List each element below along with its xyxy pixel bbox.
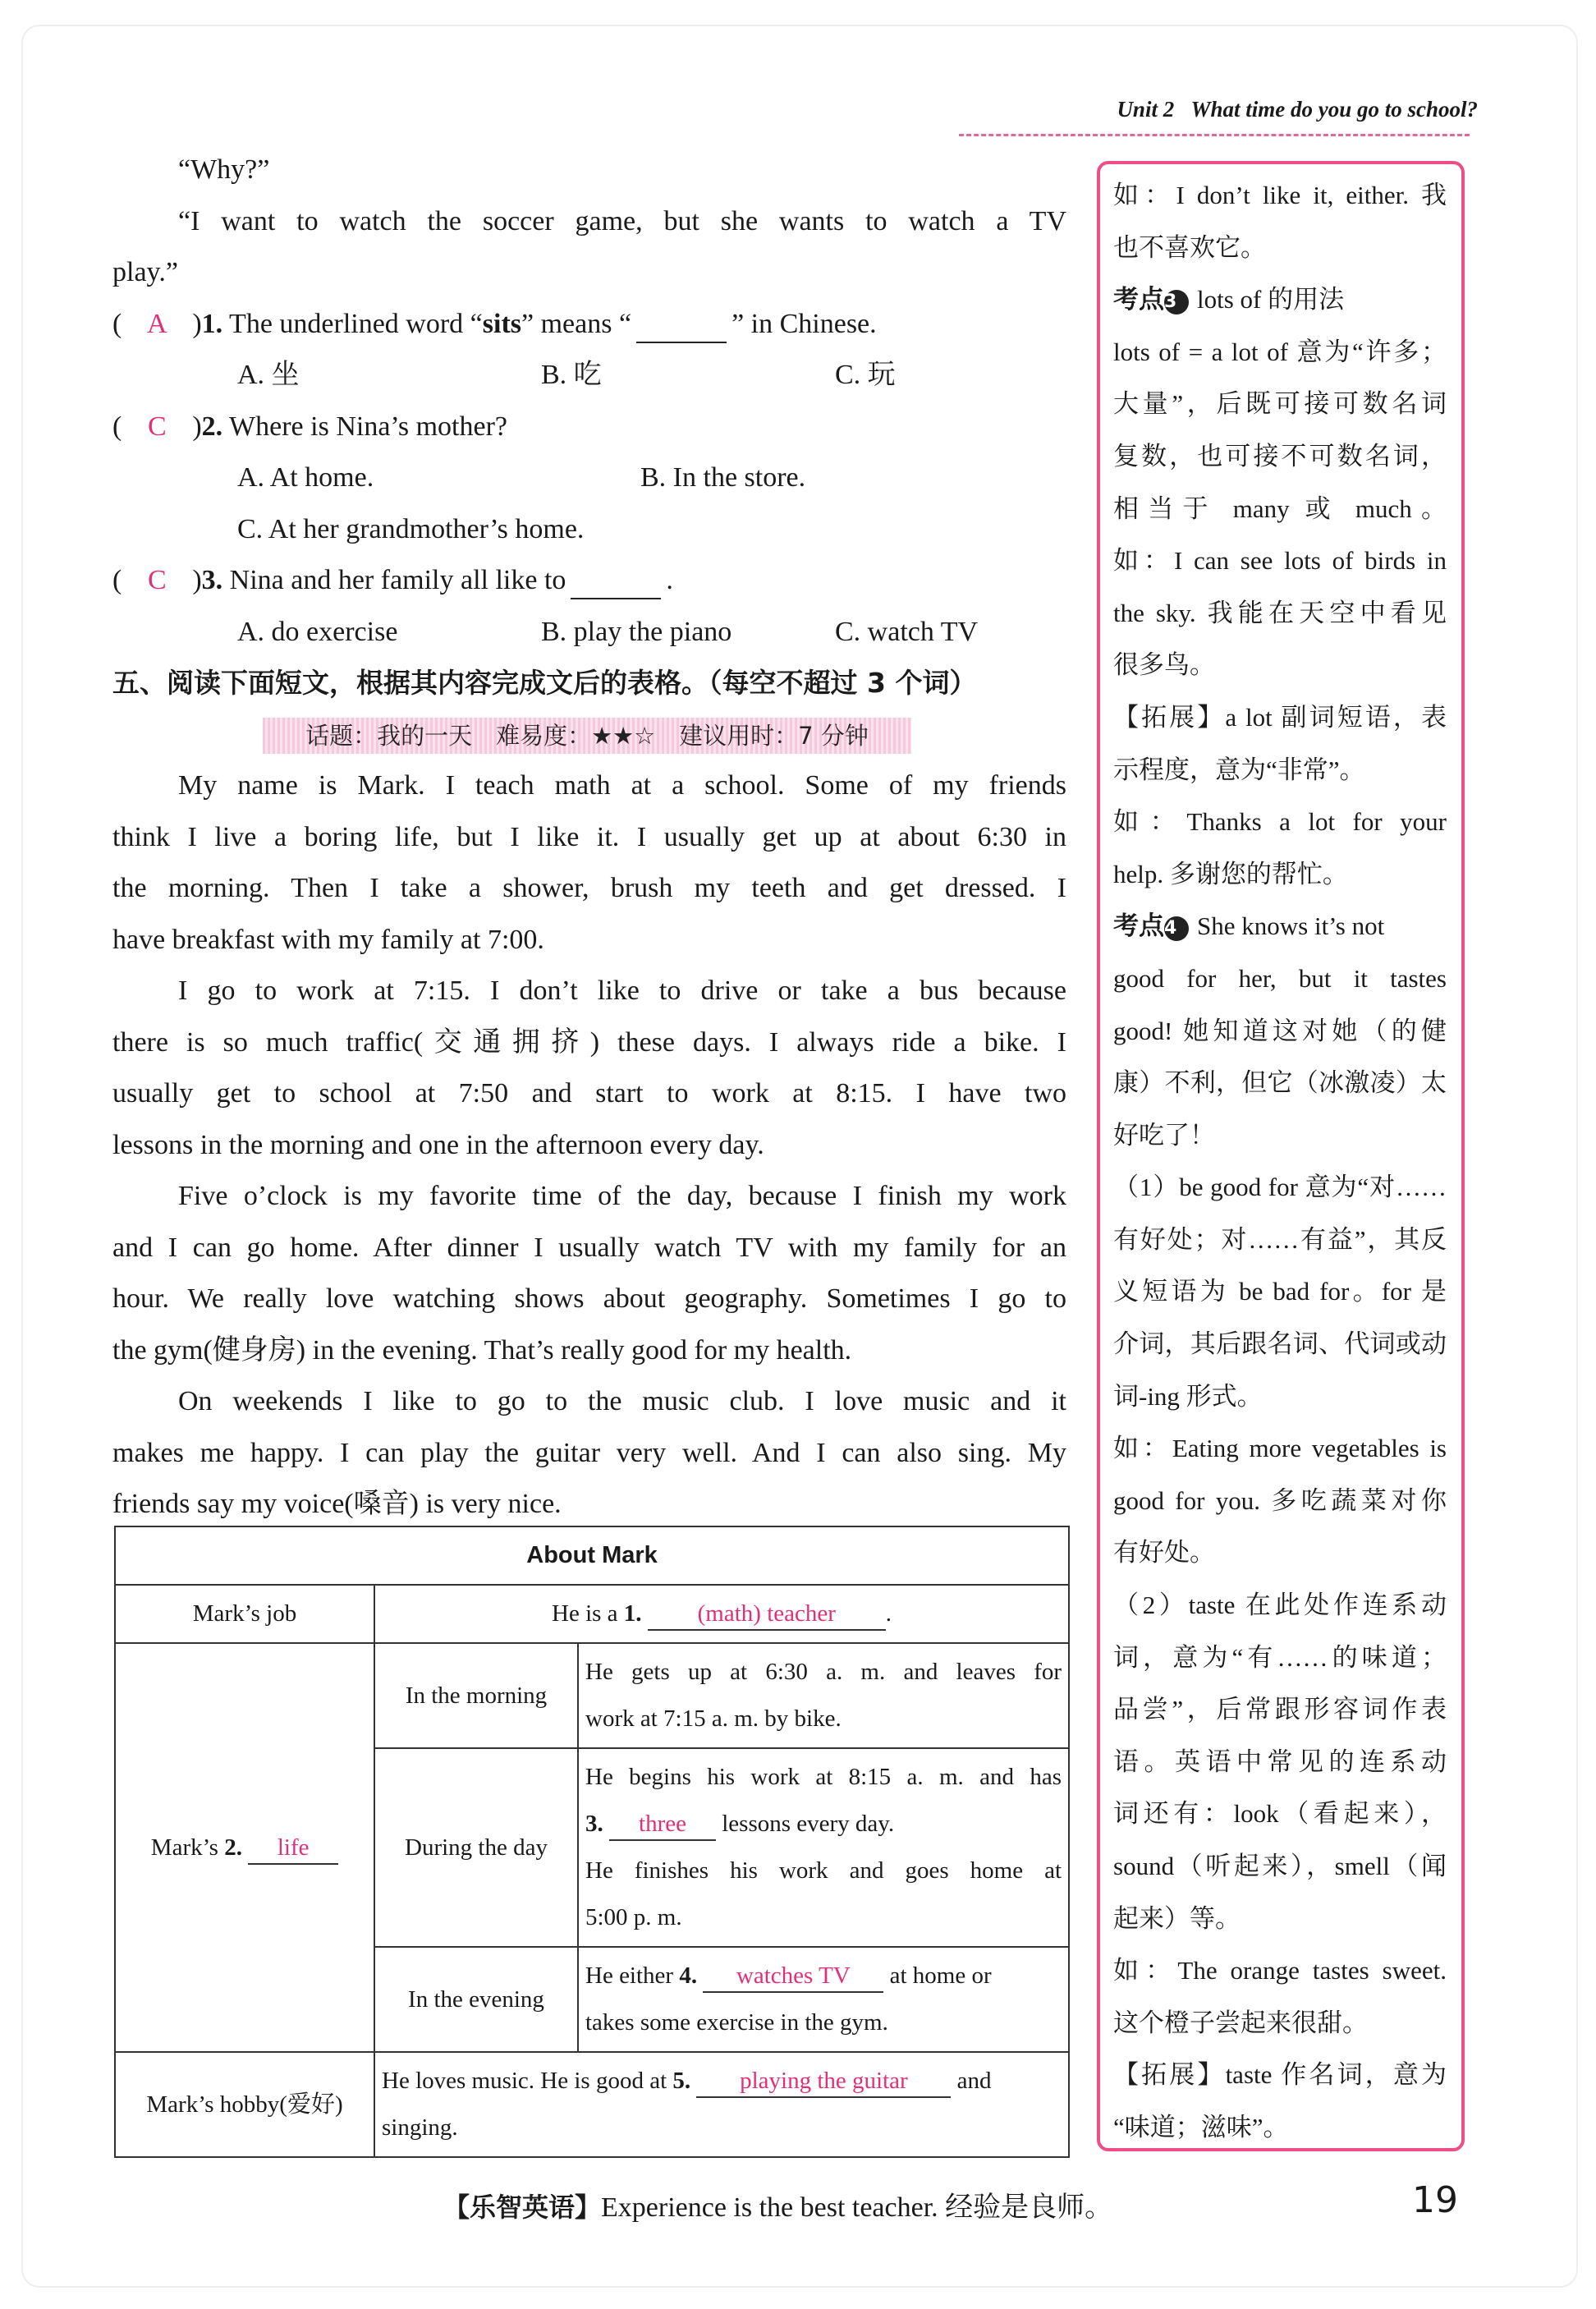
header-divider (959, 134, 1470, 136)
note-line: 如：The orange tastes sweet. (1113, 1956, 1447, 1985)
header-unit: Unit 2 (1117, 97, 1175, 122)
table-title: About Mark (115, 1526, 1069, 1585)
note-line: 【拓展】a lot 副词短语，表 (1113, 702, 1447, 732)
key-point-text: She knows it’s not (1197, 911, 1385, 941)
note-line: 很多鸟。 (1113, 650, 1215, 680)
underlined-keyword: sits (482, 308, 522, 339)
note-line: 相当于 many 或 much。 (1113, 493, 1447, 523)
row-label-hobby: Mark’s hobby(爱好) (115, 2052, 374, 2157)
note-line: 好吃了！ (1113, 1120, 1215, 1150)
note-line: 有好处。 (1113, 1538, 1215, 1568)
section-title: 五、阅读下面短文，根据其内容完成文后的表格。（每空不超过 3 个词） (112, 667, 977, 699)
footer (443, 2184, 1112, 2224)
note-line: 示程度，意为“非常”。 (1113, 755, 1365, 784)
answer-fill-3: three (609, 1808, 716, 1841)
job-cell: He is a 1. (math) teacher . (374, 1585, 1069, 1643)
key-point-label: 考点 (1113, 911, 1164, 942)
note-line: good! 她知道这对她（的健 (1113, 1016, 1447, 1045)
note-line: 如：I don’t like it, either. 我 (1113, 181, 1447, 209)
question-2-options: A. At home. B. In the store. (237, 462, 806, 493)
row-label-job: Mark’s job (115, 1585, 374, 1643)
answer-mark: C (147, 411, 167, 442)
answer-fill-4: watches TV (703, 1960, 883, 1993)
answer-mark: A (147, 308, 167, 339)
passage-paragraph: On weekends I like to go to the music club. I love music and it makes me happy. I can play the guitar very well. And I can also sing. My friends say my voice(嗓音) is very nice. (112, 1386, 1066, 1519)
question-2: ( C )2. Where is Nina’s mother? (112, 402, 1066, 453)
answer-blank (571, 565, 661, 599)
note-line: （1）be good for 意为“对…… (1113, 1173, 1447, 1202)
evening-cell: He either 4. watches TV at home or takes some exercise in the gym. (578, 1947, 1069, 2052)
note-line: 起来）等。 (1113, 1903, 1241, 1933)
note-line: （2）taste 在此处作连系动 (1113, 1591, 1447, 1620)
note-line: 有好处；对……有益”，其反 (1113, 1224, 1447, 1254)
notes-content (1113, 169, 1447, 2154)
note-line: 【拓展】taste 作名词，意为 (1113, 2060, 1447, 2090)
note-line: 如：Thanks a lot for your (1113, 807, 1447, 837)
about-mark-table (114, 1526, 1070, 2158)
key-point-text: lots of 的用法 (1197, 285, 1345, 314)
note-line: 词，意为“有……的味道； (1113, 1642, 1447, 1672)
row-label-evening: In the evening (374, 1947, 578, 2052)
note-line: 大量”，后既可接可数名词 (1113, 389, 1447, 419)
header-title: What time do you go to school? (1190, 97, 1478, 122)
answer-fill-2: life (248, 1832, 338, 1865)
note-line: 这个橙子尝起来很甜。 (1113, 2008, 1368, 2037)
question-3: ( C )3. Nina and her family all like to . (112, 555, 1066, 607)
note-line: good for you. 多吃蔬菜对你 (1113, 1485, 1447, 1515)
topic-bar: 话题：我的一天 难易度：★★☆ 建议用时：7 分钟 (263, 718, 911, 754)
note-line: 品尝”，后常跟形容词作表 (1113, 1695, 1447, 1724)
note-line: lots of = a lot of 意为“许多； (1113, 337, 1447, 366)
note-line: 也不喜欢它。 (1113, 232, 1266, 262)
note-line: 词-ing 形式。 (1113, 1381, 1263, 1411)
passage-paragraph: My name is Mark. I teach math at a school. Some of my friends think I live a boring life, but I like it. I usually get up at about 6:30 in the morning. Then I take a shower, brush my teeth and get dressed. I have breakfast with my family at 7:00. (112, 770, 1066, 955)
passage-paragraph: I go to work at 7:15. I don’t like to drive or take a bus because there is so much traffic(交通拥挤) these days. I always ride a bike. I usually get to school at 7:50 and start to work at 8:15. I have two lessons in the morning and one in the afternoon every day. (112, 975, 1066, 1160)
key-point-label: 考点 (1113, 285, 1164, 315)
key-point-number-icon: 3 (1164, 290, 1189, 314)
note-line: “味道；滋味”。 (1113, 2112, 1289, 2141)
row-label-day: During the day (374, 1748, 578, 1947)
note-line: 词还有：look（看起来）， (1113, 1799, 1447, 1829)
question-1: ( A )1. The underlined word “sits” means “ ” in Chinese. (112, 299, 1066, 351)
note-line: 义短语为 be bad for。for 是 (1113, 1277, 1447, 1306)
note-line: 介词，其后跟名词、代词或动 (1113, 1329, 1447, 1359)
key-point-number-icon: 4 (1164, 916, 1189, 941)
footer-motto: Experience is the best teacher. 经验是良师。 (601, 2192, 1113, 2223)
answer-mark: C (147, 565, 167, 595)
note-line: the sky. 我能在天空中看见 (1113, 598, 1447, 627)
note-line: 如：Eating more vegetables is (1113, 1434, 1447, 1463)
answer-fill-1: (math) teacher (648, 1598, 886, 1631)
hobby-cell: He loves music. He is good at 5. playing the guitar and singing. (374, 2052, 1069, 2157)
page-number: 19 (1412, 2179, 1458, 2221)
note-line: help. 多谢您的帮忙。 (1113, 859, 1348, 888)
question-2-options: C. At her grandmother’s home. (237, 513, 585, 544)
row-label-morning: In the morning (374, 1643, 578, 1748)
story-line: play.” (112, 257, 178, 287)
answer-fill-5: playing the guitar (696, 2065, 951, 2098)
running-header (985, 97, 1478, 122)
story-line: “I want to watch the soccer game, but she wants to watch a TV (178, 205, 1066, 236)
note-line: 如：I can see lots of birds in (1113, 546, 1447, 576)
note-line: 语。英语中常见的连系动 (1113, 1747, 1447, 1776)
morning-cell: He gets up at 6:30 a. m. and leaves for work at 7:15 a. m. by bike. (578, 1643, 1069, 1748)
passage-paragraph: Five o’clock is my favorite time of the day, because I finish my work and I can go home. After dinner I usually watch TV with my family for an hour. We really love watching shows about geography. Sometimes I go to the gym(健身房) in the evening. That’s really good for my health. (112, 1181, 1066, 1366)
row-label-life: Mark’s 2. life (115, 1643, 374, 2052)
key-point-k4 (1113, 900, 1447, 953)
story-line: “Why?” (178, 154, 270, 185)
note-line: 康）不利，但它（冰激凌）太 (1113, 1068, 1447, 1098)
topic-bar-row (112, 709, 1066, 761)
key-point-k3 (1113, 273, 1447, 326)
day-cell: He begins his work at 8:15 a. m. and has 3. three lessons every day. He finishes his work and goes home at 5:00 p. m. (578, 1748, 1069, 1947)
answer-blank (636, 309, 727, 343)
question-3-options: A. do exercise B. play the piano C. watch TV (237, 616, 979, 647)
note-line: good for her, but it tastes (1113, 963, 1447, 993)
note-line: 复数，也可接不可数名词， (1113, 441, 1447, 471)
question-1-options: A. 坐 B. 吃 C. 玩 (237, 360, 896, 390)
footer-brand: 【乐智英语】 (443, 2192, 602, 2223)
main-column (112, 145, 1066, 1531)
note-line: sound（听起来），smell（闻 (1113, 1852, 1447, 1880)
